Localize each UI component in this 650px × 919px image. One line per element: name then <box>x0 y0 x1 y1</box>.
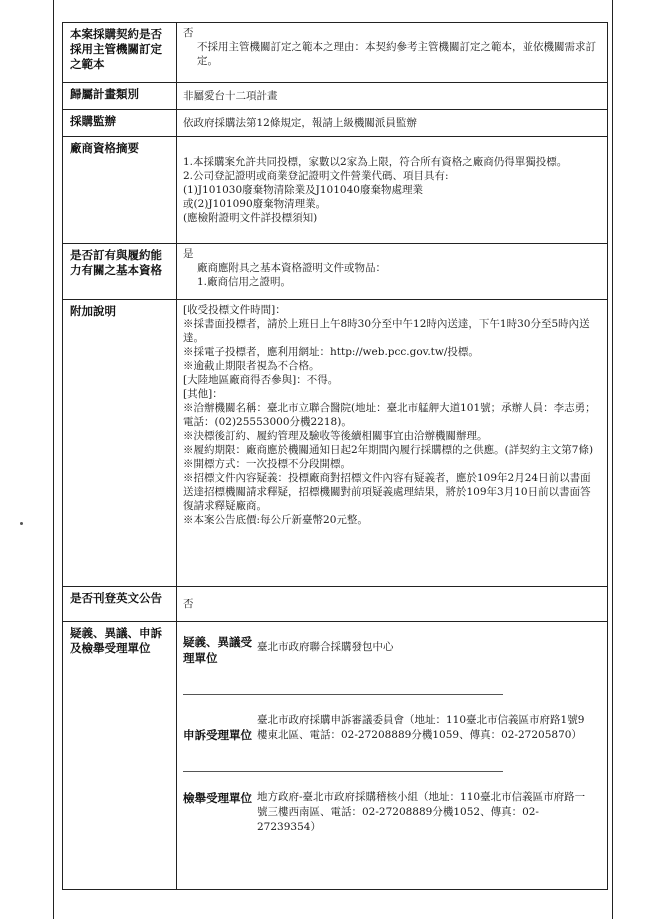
row-value <box>177 244 608 300</box>
unit-divider <box>183 694 503 695</box>
row-label: 本案採購契約是否採用主管機關訂定之範本 <box>63 23 177 83</box>
row-label: 廠商資格摘要 <box>63 137 177 244</box>
row-value <box>177 622 608 890</box>
complaint-unit-inquiry <box>183 634 601 666</box>
row-complaint-units <box>63 622 608 890</box>
page-frame-left-line <box>53 0 54 919</box>
note-line: ※洽辦機關名稱：臺北市立聯合醫院(地址：臺北市艋舺大道101號；承辦人員：李志勇；電話：(02)25553000分機2218)。 <box>183 402 596 428</box>
row-value: 否 <box>177 587 608 622</box>
note-line: ※採電子投標者，應利用網址：http://web.pcc.gov.tw/投標。 <box>183 346 479 358</box>
note-line: ※決標後訂約、履約管理及驗收等後續相關事宜由洽辦機關辦理。 <box>183 430 488 442</box>
row-label: 是否訂有與履約能力有關之基本資格 <box>63 244 177 300</box>
row-value <box>177 23 608 83</box>
unit-label: 申訴受理單位 <box>183 728 252 742</box>
answer-text: 否 <box>183 27 194 39</box>
row-value: 非屬愛台十二項計畫 <box>177 83 608 110</box>
page-frame-right-line <box>612 0 613 919</box>
row-value <box>177 300 608 587</box>
tender-info-table <box>62 22 608 890</box>
row-contract-template <box>63 23 608 83</box>
row-additional-notes <box>63 300 608 587</box>
unit-value: 臺北市政府採購申訴審議委員會（地址：110臺北市信義區市府路1號9樓東北區、電話：02-27208889分機1059、傳真：02-27205870） <box>257 714 585 741</box>
complaint-unit-report <box>183 790 601 835</box>
reason-text: 不採用主管機關訂定之範本之理由：本契約參考主管機關訂定之範本，並依機關需求訂定。 <box>197 41 596 67</box>
basic-line: 1.廠商信用之證明。 <box>197 276 292 288</box>
note-line: ※履約期限：廠商應於機關通知日起2年期間內履行採購標的之供應。(詳契約主文第7條) <box>183 444 594 456</box>
row-label: 是否刊登英文公告 <box>63 587 177 622</box>
note-line: ※招標文件內容疑義：投標廠商對招標文件內容有疑義者，應於109年2月24日前以書面送達招標機關請求釋疑，招標機關對前項疑義處理結果，將於109年3月10日前以書面答復請求釋疑廠商。 <box>183 472 591 512</box>
unit-label: 疑義、異議受理單位 <box>183 635 252 665</box>
row-plan-category <box>63 83 608 110</box>
qualification-line: 或(2)J101090廢棄物清理業。 <box>183 198 327 210</box>
qualification-line: 1.本採購案允許共同投標，家數以2家為上限，符合所有資格之廠商仍得單獨投標。 <box>183 156 568 168</box>
note-line: ※本案公告底價:每公斤新臺幣20元整。 <box>183 514 368 526</box>
basic-line: 廠商應附具之基本資格證明文件或物品： <box>197 262 386 274</box>
note-line: ※逾截止期限者視為不合格。 <box>183 360 320 372</box>
row-label: 採購監辦 <box>63 110 177 137</box>
unit-value: 地方政府-臺北市政府採購稽核小組（地址：110臺北市信義區市府路一號三樓西南區、電話：02-27208889分機1052、傳真：02-27239354） <box>257 791 586 833</box>
row-value: 依政府採購法第12條規定，報請上級機關派員監辦 <box>177 110 608 137</box>
unit-value: 臺北市政府聯合採購發包中心 <box>257 641 394 653</box>
row-supervision <box>63 110 608 137</box>
unit-label: 檢舉受理單位 <box>183 791 252 805</box>
row-vendor-qualification <box>63 137 608 244</box>
note-line: [收受投標文件時間]： <box>183 304 286 316</box>
answer-text: 是 <box>183 248 194 260</box>
unit-divider <box>183 771 503 772</box>
note-line: ※採書面投標者，請於上班日上午8時30分至中午12時內送達，下午1時30分至5時內送達。 <box>183 318 590 344</box>
row-english-notice <box>63 587 608 622</box>
complaint-unit-appeal <box>183 713 601 743</box>
row-basic-qualification <box>63 244 608 300</box>
scan-artifact-dot <box>20 522 23 525</box>
qualification-line: 2.公司登記證明或商業登記證明文件營業代碼、項目具有: <box>183 170 449 182</box>
row-label: 疑義、異議、申訴及檢舉受理單位 <box>63 622 177 890</box>
row-value <box>177 137 608 244</box>
note-line: [大陸地區廠商得否參與]：不得。 <box>183 374 339 386</box>
qualification-line: (1)J101030廢棄物清除業及J101040廢棄物處理業 <box>183 184 423 196</box>
note-line: [其他]： <box>183 388 223 400</box>
row-label: 附加說明 <box>63 300 177 587</box>
row-label: 歸屬計畫類別 <box>63 83 177 110</box>
note-line: ※開標方式：一次投標不分段開標。 <box>183 458 351 470</box>
qualification-line: (應檢附證明文件詳投標須知) <box>183 212 318 224</box>
